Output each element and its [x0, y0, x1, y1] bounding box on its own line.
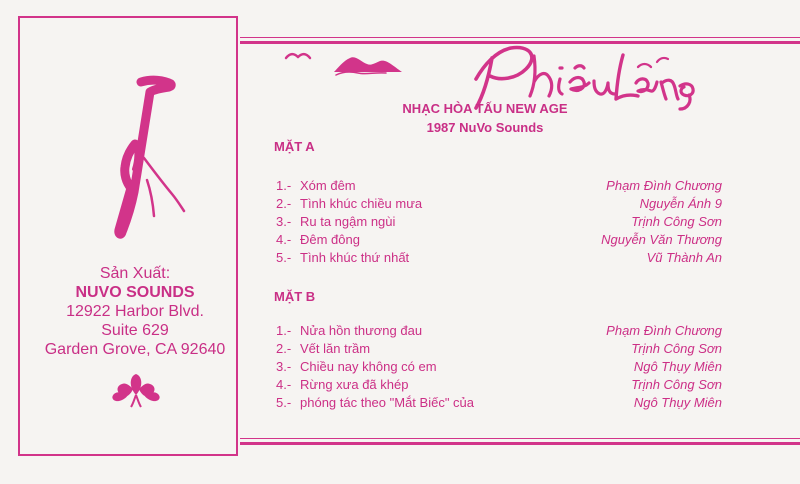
bottom-rule-thick [240, 442, 800, 445]
track-title: phóng tác theo "Mắt Biếc" của [300, 395, 475, 410]
track-row [276, 250, 722, 266]
track-title: Tình khúc thứ nhất [300, 250, 410, 265]
track-row [276, 196, 722, 212]
side-a-title: MẶT A [274, 139, 315, 154]
track-artist: Phạm Đình Chương [606, 178, 722, 193]
publisher-block [35, 264, 235, 359]
track-row [276, 214, 722, 230]
album-subtitle: NHẠC HÒA TẤU NEW AGE [402, 101, 568, 116]
track-number: 2.- [276, 341, 292, 356]
track-row [276, 359, 722, 375]
track-number: 3.- [276, 359, 292, 374]
track-title: Đêm đông [300, 232, 360, 247]
track-number: 5.- [276, 250, 292, 265]
track-number: 3.- [276, 214, 292, 229]
track-artist: Ngô Thụy Miên [633, 359, 722, 374]
track-row [276, 323, 722, 339]
address-line-2: Suite 629 [101, 322, 169, 339]
track-title: Xóm đêm [300, 178, 356, 193]
track-number: 2.- [276, 196, 292, 211]
track-artist: Vũ Thành An [646, 250, 722, 265]
track-title: Chiều nay không có em [300, 359, 437, 374]
flower-icon [108, 368, 164, 410]
track-title: Tình khúc chiều mưa [300, 196, 423, 211]
track-row [276, 232, 722, 248]
nuvo-logo-icon [106, 72, 186, 242]
track-artist: Nguyễn Ánh 9 [639, 196, 722, 211]
track-artist: Phạm Đình Chương [606, 323, 722, 338]
track-title: Vết lăn trầm [300, 341, 371, 356]
track-number: 1.- [276, 323, 292, 338]
track-artist: Trịnh Công Sơn [631, 377, 722, 392]
bottom-rule-thin [240, 438, 800, 439]
track-artist: Trịnh Công Sơn [631, 341, 722, 356]
publisher-panel [18, 16, 238, 456]
publisher-label: Sản Xuất: [99, 265, 171, 282]
track-number: 1.- [276, 178, 292, 193]
track-row [276, 341, 722, 357]
publisher-name: NUVO SOUNDS [75, 284, 195, 301]
track-artist: Trịnh Công Sơn [631, 214, 722, 229]
track-artist: Nguyễn Văn Thương [601, 232, 722, 247]
track-row [276, 377, 722, 393]
address-line-1: 12922 Harbor Blvd. [66, 303, 204, 320]
track-title: Nửa hồn thương đau [300, 323, 423, 338]
album-year: 1987 NuVo Sounds [426, 120, 544, 135]
seagull-mountain-icon [282, 44, 407, 80]
track-number: 4.- [276, 232, 292, 247]
track-title: Ru ta ngậm ngùi [300, 214, 396, 229]
side-b-title: MẶT B [274, 289, 316, 304]
track-number: 5.- [276, 395, 292, 410]
track-row [276, 395, 722, 411]
track-number: 4.- [276, 377, 292, 392]
track-title: Rừng xưa đã khép [300, 377, 409, 392]
track-row [276, 178, 722, 194]
address-line-3: Garden Grove, CA 92640 [44, 341, 226, 358]
track-artist: Ngô Thụy Miên [633, 395, 722, 410]
